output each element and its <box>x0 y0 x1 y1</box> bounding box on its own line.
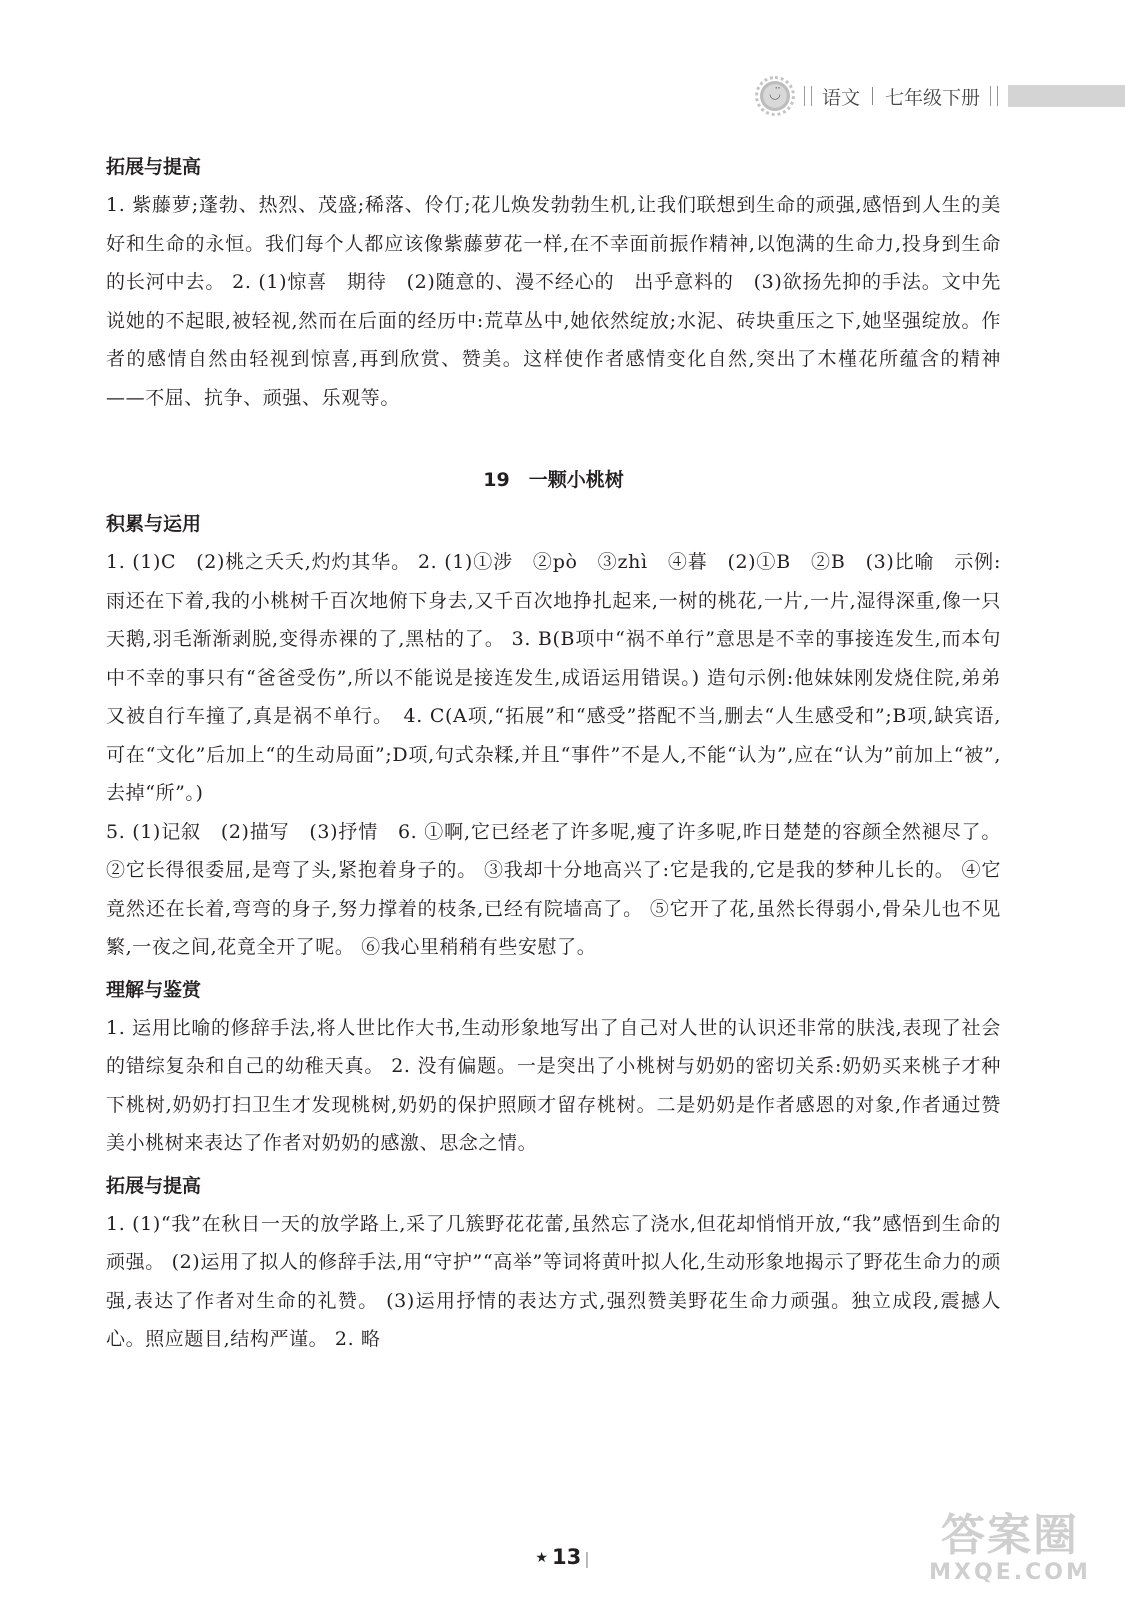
header-divider <box>804 86 812 106</box>
footer-tick: | <box>584 1549 590 1568</box>
star-icon: ★ <box>535 1550 548 1566</box>
section-heading: 积累与运用 <box>106 513 202 535</box>
section-text: 1. (1)“我”在秋日一天的放学路上,采了几簇野花花蕾,虽然忘了浇水,但花却悄悄开放,“我”感悟到生命的顽强。 (2)运用了拟人的修辞手法,用“守护”“高举”等词将黄叶拟人化,生动形象地揭示了野花生命力的顽强,表达了作者对生命的礼赞。 (3)运用抒情的表达方式,强烈赞美野花生命力顽强。独立成段,震撼人心。照应题目,结构严谨。 2. 略 <box>106 1212 1001 1350</box>
header-separator <box>872 87 873 105</box>
header-subject: 语文 <box>822 86 861 109</box>
page-header <box>760 78 1125 114</box>
header-divider-right <box>990 86 998 106</box>
section-heading: 理解与鉴赏 <box>106 978 202 1001</box>
answer-content <box>106 148 1001 1359</box>
section-text: 1. 运用比喻的修辞手法,将人世比作大书,生动形象地写出了自己对人世的认识还非常的肤浅,表现了社会的错综复杂和自己的幼稚天真。 2. 没有偏题。一是突出了小桃树与奶奶的密切关系:奶奶买来桃子才种下桃树,奶奶打扫卫生才发现桃树,奶奶的保护照顾才留存桃树。二是奶奶是作者感恩的对象,作者通过赞美小桃树来表达了作者对奶奶的感激、思念之情。 <box>106 1016 1001 1154</box>
section-text: 1. (1)C (2)桃之夭夭,灼灼其华。 2. (1)①涉 ②pò ③zhì ④暮 (2)①B ②B (3)比喻 示例:雨还在下着,我的小桃树千百次地俯下身去,又千百次地挣扎起来,一树的桃花,一片,一片,湿得深重,像一只天鹅,羽毛渐渐剥脱,变得赤裸的了,黑枯的了。 3. B(B项中“祸不单行”意思是不幸的事接连发生,而本句中不幸的事只有“爸爸受伤”,所以不能说是接连发生,成语运用错误。) 造句示例:他妹妹刚发烧住院,弟弟又被自行车撞了,真是祸不单行。 4. C(A项,“拓展”和“感受”搭配不当,删去“人生感受和”;B项,缺宾语,可在“文化”后加上“的生动局面”;D项,句式杂糅,并且“事件”不是人,不能“认为”,应在“认为”前加上“被”,去掉“所”。) <box>106 551 1001 804</box>
page-number: 13 <box>551 1545 582 1569</box>
section-text: 5. (1)记叙 (2)描写 (3)抒情 6. ①啊,它已经老了许多呢,瘦了许多呢,昨日楚楚的容颜全然褪尽了。 ②它长得很委屈,是弯了头,紧抱着身子的。 ③我却十分地高兴了:它是我的,它是我的梦种儿长的。 ④它竟然还在长着,弯弯的身子,努力撑着的枝条,已经有院墙高了。 ⑤它开了花,虽然长得弱小,骨朵儿也不见繁,一夜之间,花竟全开了呢。 ⑥我心里稍稍有些安慰了。 <box>106 820 1001 958</box>
header-gray-bar <box>1008 85 1125 107</box>
watermark <box>915 1512 1105 1592</box>
sun-mascot-icon: ◡̈ <box>760 81 790 111</box>
section-text: 1. 紫藤萝;蓬勃、热烈、茂盛;稀落、伶仃;花儿焕发勃勃生机,让我们联想到生命的顽强,感悟到人生的美好和生命的永恒。我们每个人都应该像紫藤萝花一样,在不幸面前振作精神,以饱满的生命力,投身到生命的长河中去。 2. (1)惊喜 期待 (2)随意的、漫不经心的 出乎意料的 (3)欲扬先抑的手法。文中先说她的不起眼,被轻视,然而在后面的经历中:荒草丛中,她依然绽放;水泥、砖块重压之下,她坚强绽放。作者的感情自然由轻视到惊喜,再到欣赏、赞美。这样使作者感情变化自然,突出了木槿花所蕴含的精神——不屈、抗争、顽强、乐观等。 <box>106 194 1001 409</box>
header-grade: 七年级下册 <box>885 86 981 109</box>
section-heading: 拓展与提高 <box>106 1174 202 1197</box>
section-heading: 拓展与提高 <box>106 156 202 178</box>
watermark-line1: 答案圈 <box>941 1510 1079 1561</box>
watermark-line2: MXQE.COM <box>929 1560 1091 1585</box>
lesson-title: 19 一颗小桃树 <box>483 469 624 491</box>
